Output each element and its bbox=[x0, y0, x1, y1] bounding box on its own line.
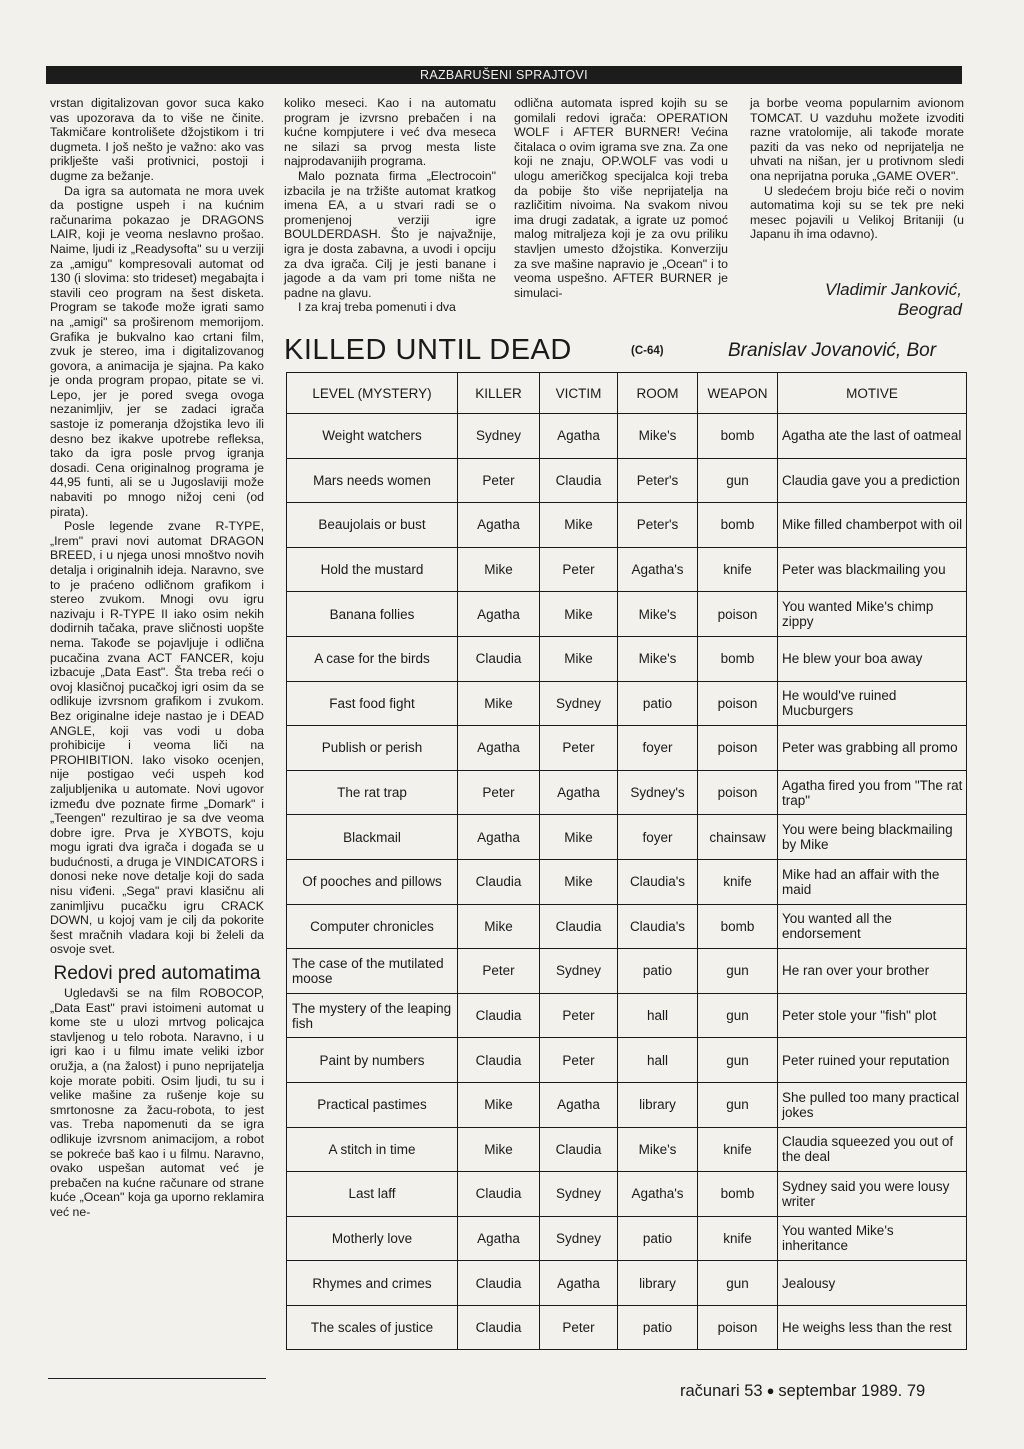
header-victim: VICTIM bbox=[540, 373, 618, 414]
cell-victim: Peter bbox=[540, 1305, 618, 1350]
page-number: 79 bbox=[906, 1382, 926, 1400]
cell-victim: Mike bbox=[540, 592, 618, 637]
cell-victim: Claudia bbox=[540, 904, 618, 949]
table-row bbox=[287, 547, 967, 592]
cell-room: patio bbox=[618, 949, 698, 994]
bullet-icon: ● bbox=[766, 1383, 775, 1398]
table-row bbox=[287, 458, 967, 503]
cell-weapon: gun bbox=[698, 458, 778, 503]
cell-room: Peter's bbox=[618, 458, 698, 503]
paragraph: koliko meseci. Kao i na automatu program je izvrsno prebačen i na kućne kompjutere i već dva meseca ne silazi sa prvog mesta liste najprodavanijih programa. bbox=[284, 96, 496, 169]
table-row bbox=[287, 949, 967, 994]
table-row bbox=[287, 592, 967, 637]
paragraph: vrstan digitalizovan govor suca kako vas upozorava da to više ne činite. Takmičare kontrolišete džojstikom i tri dugmeta. I još nešto je važno: ako vas priklješte vaši protivnici, postoji i dugme za bežanje. bbox=[50, 96, 264, 183]
header-level: LEVEL (MYSTERY) bbox=[287, 373, 458, 414]
cell-weapon: poison bbox=[698, 681, 778, 726]
cell-weapon: bomb bbox=[698, 1172, 778, 1217]
cell-killer: Peter bbox=[458, 458, 540, 503]
platform-label: (C-64) bbox=[631, 345, 664, 357]
cell-killer: Agatha bbox=[458, 503, 540, 548]
cell-killer: Mike bbox=[458, 1082, 540, 1127]
table-row bbox=[287, 1261, 967, 1306]
cell-level: Last laff bbox=[287, 1172, 458, 1217]
author-city: Beograd bbox=[897, 300, 962, 319]
table-row bbox=[287, 1038, 967, 1083]
table-author: Branislav Jovanović, Bor bbox=[728, 340, 937, 361]
table-body bbox=[287, 414, 967, 1350]
cell-killer: Agatha bbox=[458, 1216, 540, 1261]
cell-room: Sydney's bbox=[618, 770, 698, 815]
cell-level: Computer chronicles bbox=[287, 904, 458, 949]
cell-room: hall bbox=[618, 993, 698, 1038]
cell-motive: Peter was blackmailing you bbox=[778, 547, 967, 592]
cell-room: Agatha's bbox=[618, 1172, 698, 1217]
cell-motive: Jealousy bbox=[778, 1261, 967, 1306]
cell-weapon: gun bbox=[698, 949, 778, 994]
table-row bbox=[287, 1127, 967, 1172]
cell-room: Mike's bbox=[618, 414, 698, 459]
header-weapon: WEAPON bbox=[698, 373, 778, 414]
article-column-3 bbox=[514, 96, 728, 300]
issue-date: septembar 1989. bbox=[778, 1382, 903, 1400]
paragraph: I za kraj treba pomenuti i dva bbox=[298, 300, 456, 315]
cell-weapon: gun bbox=[698, 1082, 778, 1127]
cell-room: hall bbox=[618, 1038, 698, 1083]
cell-killer: Claudia bbox=[458, 636, 540, 681]
cell-motive: She pulled too many practical jokes bbox=[778, 1082, 967, 1127]
cell-killer: Claudia bbox=[458, 1261, 540, 1306]
column-divider bbox=[48, 1378, 266, 1379]
cell-killer: Claudia bbox=[458, 1305, 540, 1350]
cell-motive: Mike filled chamberpot with oil bbox=[778, 503, 967, 548]
cell-weapon: knife bbox=[698, 859, 778, 904]
cell-weapon: knife bbox=[698, 1127, 778, 1172]
cell-level: Banana follies bbox=[287, 592, 458, 637]
paragraph: ja borbe veoma popularnim avionom TOMCAT. U vazduhu možete izvoditi razne vratolomije, ali takođe morate paziti da vas neko od neprijatelja ne uhvati na nišan, jer u protivnom sledi ona neprijatna poruka „GAME OVER". bbox=[750, 96, 964, 183]
section-heading: Redovi pred automatima bbox=[53, 963, 261, 985]
cell-room: library bbox=[618, 1261, 698, 1306]
cell-victim: Mike bbox=[540, 815, 618, 860]
cell-level: The rat trap bbox=[287, 770, 458, 815]
cell-weapon: knife bbox=[698, 1216, 778, 1261]
cell-room: Peter's bbox=[618, 503, 698, 548]
cell-weapon: poison bbox=[698, 1305, 778, 1350]
cell-victim: Mike bbox=[540, 636, 618, 681]
cell-motive: Peter ruined your reputation bbox=[778, 1038, 967, 1083]
paragraph: U sledećem broju biće reči o novim automatima koji su se tek pre neki mesec pojavili u Velikoj Britaniji (u Japanu ih ima odavno). bbox=[750, 183, 964, 242]
cell-killer: Mike bbox=[458, 547, 540, 592]
cell-room: library bbox=[618, 1082, 698, 1127]
cell-victim: Mike bbox=[540, 859, 618, 904]
cell-motive: He weighs less than the rest bbox=[778, 1305, 967, 1350]
cell-motive: He would've ruined Mucburgers bbox=[778, 681, 967, 726]
cell-killer: Peter bbox=[458, 949, 540, 994]
table-row bbox=[287, 636, 967, 681]
cell-victim: Agatha bbox=[540, 770, 618, 815]
cell-level: A stitch in time bbox=[287, 1127, 458, 1172]
cell-killer: Mike bbox=[458, 904, 540, 949]
cell-weapon: gun bbox=[698, 1038, 778, 1083]
mystery-table bbox=[286, 372, 967, 1350]
cell-room: foyer bbox=[618, 726, 698, 771]
table-row bbox=[287, 503, 967, 548]
cell-motive: Peter was grabbing all promo bbox=[778, 726, 967, 771]
cell-motive: He blew your boa away bbox=[778, 636, 967, 681]
table-row bbox=[287, 770, 967, 815]
paragraph: Posle legende zvane R-TYPE, „Irem" pravi novi automat DRAGON BREED, i u njega unosi mnoštvo novih detalja i originalnih ideja. Naravno, sve to je praćeno odličnom grafikom i stereo zvukom. Mnogi ovu igru nazivaju i R-TYPE II iako osim nekih dodirnih tačaka, prave sličnosti uopšte nema. Takođe se pojavljuje i odlična pucačina zvana ACT FANCER, koju izbacuje „Data East". Šta treba reći o ovoj klasičnoj pucačkoj igri osim da se odlikuje izvrsnom grafikom i zvukom. Bez originalne ideje nastao je i DEAD ANGLE, koji vas vodi u doba prohibicije i veoma liči na PROHIBITION. Iako visoko ocenjen, nije postigao veći uspeh kod zaljubljenika u automate. Novi ugovor između dve poznate firme „Domark" i „Teengen" rezultirao je sa dve veoma dobre igre. Prva je XYBOTS, koju mogu igrati dva igrača i događa se u budućnosti, a druga je VINDICATORS i donosi neke nove detalje koji do sada nisu viđeni. „Sega" pravi klasičnu ali zanimljivu pucačku igru CRACK DOWN, u kojoj vam je cilj da pokorite šest mračnih vladara koji bi želeli da osvoje svet. bbox=[50, 519, 264, 957]
cell-victim: Peter bbox=[540, 1038, 618, 1083]
cell-motive: You wanted Mike's inheritance bbox=[778, 1216, 967, 1261]
cell-level: The case of the mutilated moose bbox=[287, 949, 458, 994]
cell-killer: Agatha bbox=[458, 726, 540, 771]
article-column-2 bbox=[284, 96, 496, 315]
cell-level: The scales of justice bbox=[287, 1305, 458, 1350]
cell-level: Practical pastimes bbox=[287, 1082, 458, 1127]
table-row bbox=[287, 1172, 967, 1217]
table-title: KILLED UNTIL DEAD bbox=[284, 334, 572, 366]
cell-victim: Sydney bbox=[540, 949, 618, 994]
cell-victim: Peter bbox=[540, 726, 618, 771]
cell-room: Agatha's bbox=[618, 547, 698, 592]
cell-room: Claudia's bbox=[618, 904, 698, 949]
cell-motive: Agatha ate the last of oatmeal bbox=[778, 414, 967, 459]
cell-victim: Agatha bbox=[540, 414, 618, 459]
cell-room: patio bbox=[618, 1216, 698, 1261]
cell-killer: Claudia bbox=[458, 1172, 540, 1217]
cell-room: patio bbox=[618, 1305, 698, 1350]
cell-victim: Sydney bbox=[540, 681, 618, 726]
cell-killer: Agatha bbox=[458, 592, 540, 637]
cell-level: Rhymes and crimes bbox=[287, 1261, 458, 1306]
cell-weapon: bomb bbox=[698, 636, 778, 681]
cell-level: Mars needs women bbox=[287, 458, 458, 503]
cell-room: Claudia's bbox=[618, 859, 698, 904]
paragraph: Malo poznata firma „Electrocoin" izbacila je na tržište automat kratkog imena EA, a u stvari radi se o promenjenoj verziji igre BOULDERDASH. Što je najvažnije, igra je dosta zabavna, a uvodi i opciju za dva igrača. Cilj je jesti banane i jagode a da vam pri tome ništa ne padne na glavu. bbox=[284, 168, 496, 300]
cell-killer: Agatha bbox=[458, 815, 540, 860]
cell-level: A case for the birds bbox=[287, 636, 458, 681]
table-row bbox=[287, 859, 967, 904]
cell-level: Fast food fight bbox=[287, 681, 458, 726]
cell-weapon: bomb bbox=[698, 904, 778, 949]
cell-killer: Mike bbox=[458, 681, 540, 726]
cell-victim: Agatha bbox=[540, 1261, 618, 1306]
author-name: Vladimir Janković, bbox=[825, 280, 962, 299]
cell-level: The mystery of the leaping fish bbox=[287, 993, 458, 1038]
cell-weapon: gun bbox=[698, 1261, 778, 1306]
cell-weapon: poison bbox=[698, 770, 778, 815]
table-row bbox=[287, 1216, 967, 1261]
cell-level: Paint by numbers bbox=[287, 1038, 458, 1083]
cell-motive: Claudia gave you a prediction bbox=[778, 458, 967, 503]
cell-victim: Sydney bbox=[540, 1172, 618, 1217]
cell-victim: Mike bbox=[540, 503, 618, 548]
paragraph: Da igra sa automata ne mora uvek da postigne uspeh i na kućnim računarima pokazao je DRAGONS LAIR, koji je veoma neslavno prošao. Naime, ljudi iz „Readysofta" su u verziji za „amigu" kompresovali automat od 130 (i slovima: sto trideset) megabajta i stavili ceo program na šest disketa. Program se takođe može igrati samo na „amigi" sa proširenom memorijom. Grafika je bukvalno kao crtani film, zvuk je stereo, ima i digitalizovanog govora, a animacija je sjajna. Pa kako je onda program propao, pitate se vi. Lepo, jer je pored svega ovoga nezanimljiv, jer se zadaci igrača sastoje iz pomeranja džojstika levo ili desno bez ikakve upotrebe refleksa, tako da igra posle prvog igranja dosadi. Cena originalnog programa je 44,95 funti, ali se u Jugoslaviji može nabaviti po mnogo nižoj ceni (od pirata). bbox=[50, 183, 264, 519]
cell-room: Mike's bbox=[618, 1127, 698, 1172]
cell-room: Mike's bbox=[618, 592, 698, 637]
cell-motive: You wanted Mike's chimp zippy bbox=[778, 592, 967, 637]
cell-room: foyer bbox=[618, 815, 698, 860]
paragraph: odlična automata ispred kojih su se gomilali redovi igrača: OPERATION WOLF i AFTER BURNER! Većina čitalaca o ovim igrama sve zna. Za one koji ne znaju, OP.WOLF vas vodi u ulogu američkog specijalca koji treba da pobije što više neprijatelja na različitim nivoima. Na svakom nivou ima drugi zadatak, a igrate uz pomoć malog mitraljeza koji je za ovu priliku stavljen umesto džojstika. Konverziju za sve mašine napravio je „Ocean" i to veoma uspešno. AFTER BURNER je simulaci- bbox=[514, 96, 728, 300]
cell-killer: Claudia bbox=[458, 859, 540, 904]
section-title: RAZBARUŠENI SPRAJTOVI bbox=[420, 68, 588, 82]
table-header-row bbox=[287, 373, 967, 414]
cell-motive: Agatha fired you from "The rat trap" bbox=[778, 770, 967, 815]
header-killer: KILLER bbox=[458, 373, 540, 414]
cell-killer: Claudia bbox=[458, 993, 540, 1038]
cell-killer: Claudia bbox=[458, 1038, 540, 1083]
table-row bbox=[287, 993, 967, 1038]
cell-motive: You wanted all the endorsement bbox=[778, 904, 967, 949]
author-signature bbox=[760, 280, 962, 320]
cell-killer: Sydney bbox=[458, 414, 540, 459]
cell-level: Of pooches and pillows bbox=[287, 859, 458, 904]
cell-room: Mike's bbox=[618, 636, 698, 681]
cell-motive: You were being blackmailing by Mike bbox=[778, 815, 967, 860]
cell-motive: He ran over your brother bbox=[778, 949, 967, 994]
table-row bbox=[287, 815, 967, 860]
cell-level: Motherly love bbox=[287, 1216, 458, 1261]
cell-killer: Mike bbox=[458, 1127, 540, 1172]
header-room: ROOM bbox=[618, 373, 698, 414]
cell-killer: Peter bbox=[458, 770, 540, 815]
cell-victim: Claudia bbox=[540, 1127, 618, 1172]
cell-weapon: bomb bbox=[698, 503, 778, 548]
cell-room: patio bbox=[618, 681, 698, 726]
cell-weapon: knife bbox=[698, 547, 778, 592]
cell-victim: Sydney bbox=[540, 1216, 618, 1261]
cell-weapon: bomb bbox=[698, 414, 778, 459]
cell-victim: Peter bbox=[540, 547, 618, 592]
cell-victim: Claudia bbox=[540, 458, 618, 503]
cell-level: Beaujolais or bust bbox=[287, 503, 458, 548]
cell-victim: Peter bbox=[540, 993, 618, 1038]
cell-motive: Mike had an affair with the maid bbox=[778, 859, 967, 904]
table-row bbox=[287, 1082, 967, 1127]
section-header-bar bbox=[46, 66, 962, 84]
header-motive: MOTIVE bbox=[778, 373, 967, 414]
article-column-1 bbox=[50, 96, 264, 1220]
table-row bbox=[287, 414, 967, 459]
cell-level: Weight watchers bbox=[287, 414, 458, 459]
cell-motive: Peter stole your "fish" plot bbox=[778, 993, 967, 1038]
cell-level: Hold the mustard bbox=[287, 547, 458, 592]
cell-victim: Agatha bbox=[540, 1082, 618, 1127]
article-column-4 bbox=[750, 96, 964, 242]
table-row bbox=[287, 726, 967, 771]
table-row bbox=[287, 681, 967, 726]
cell-weapon: poison bbox=[698, 592, 778, 637]
cell-weapon: gun bbox=[698, 993, 778, 1038]
table-row bbox=[287, 1305, 967, 1350]
cell-level: Publish or perish bbox=[287, 726, 458, 771]
page-footer bbox=[680, 1382, 925, 1401]
cell-level: Blackmail bbox=[287, 815, 458, 860]
cell-motive: Claudia squeezed you out of the deal bbox=[778, 1127, 967, 1172]
cell-motive: Sydney said you were lousy writer bbox=[778, 1172, 967, 1217]
table-row bbox=[287, 904, 967, 949]
magazine-issue: računari 53 bbox=[680, 1382, 763, 1400]
cell-weapon: poison bbox=[698, 726, 778, 771]
paragraph: Ugledavši se na film ROBOCOP, „Data East" pravi istoimeni automat u kome ste u ulozi mrtvog policajca stavljenog u telo robota. Naravno, i u igri kao i u filmu imate veliki izbor oružja, a (na žalost) i puno neprijatelja koje morate pobiti. Osim ljudi, tu su i velike mašine za rušenje koje su smrtonosne za žacu-robota, to jest vas. Treba napomenuti da se igra odlikuje izvrsnom animacijom, a robot se pokreće baš kao i u filmu. Naravno, ovako uspešan automat već je prebačen na kućne računare od strane kuće „Ocean" koja ga uporno reklamira već ne- bbox=[50, 986, 264, 1219]
cell-weapon: chainsaw bbox=[698, 815, 778, 860]
